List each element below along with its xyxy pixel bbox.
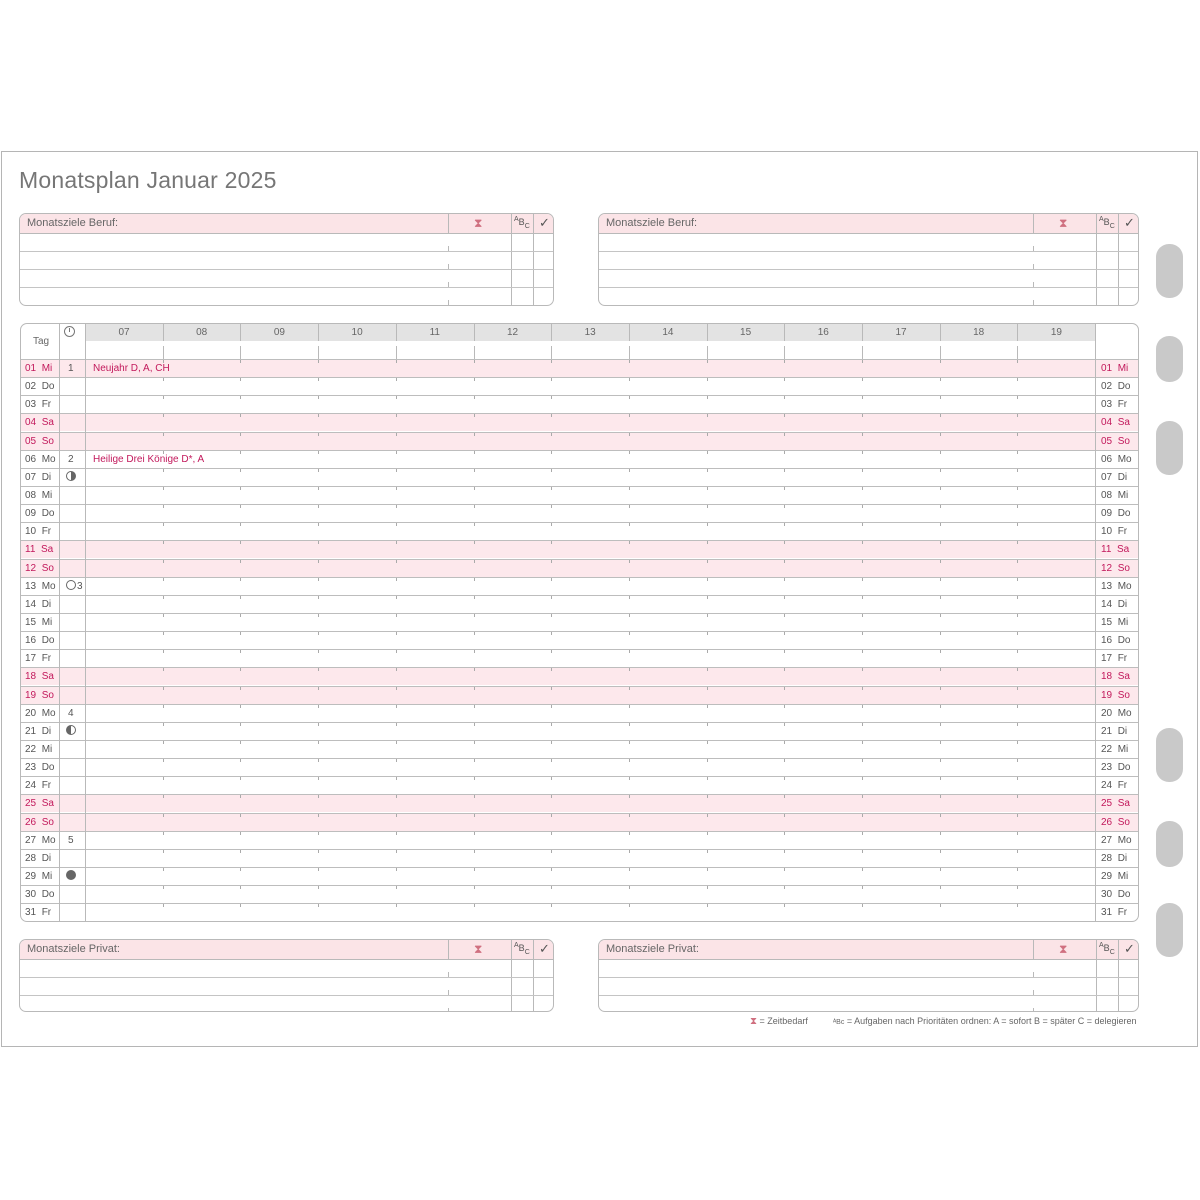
row-divider (21, 867, 1138, 868)
goals-private-right (598, 939, 1139, 1012)
hour-label: 12 (506, 327, 519, 338)
day-label-right: 12 So (1101, 562, 1130, 574)
row-divider (21, 450, 1138, 451)
hour-divider (318, 324, 319, 341)
day-label-left: 21 Di (25, 725, 52, 737)
day-row[interactable] (21, 450, 1138, 468)
row-divider (21, 359, 1138, 360)
row-divider (21, 595, 1138, 596)
day-label-right: 17 Fr (1101, 653, 1128, 665)
day-row[interactable] (21, 649, 1138, 667)
day-label-right: 30 Do (1101, 889, 1131, 901)
register-tab (1156, 821, 1183, 867)
register-tab (1156, 728, 1183, 782)
column-divider (448, 246, 449, 251)
goal-header (20, 214, 553, 234)
day-label-right: 13 Mo (1101, 580, 1132, 592)
column-divider (1096, 940, 1097, 1011)
row-divider (21, 468, 1138, 469)
hour-label: 19 (1050, 327, 1062, 338)
day-label-left: 14 Di (25, 598, 52, 610)
day-label-right: 01 Mi (1101, 363, 1129, 374)
row-divider (21, 577, 1138, 578)
hour-divider (240, 346, 241, 359)
goal-header (20, 940, 553, 960)
goal-label: Monatsziele Beruf: (27, 217, 119, 229)
day-row[interactable] (21, 377, 1138, 395)
hour-label: 10 (351, 327, 363, 338)
register-tab (1156, 903, 1183, 957)
column-divider (1118, 940, 1119, 1011)
day-label-left: 05 So (25, 435, 54, 447)
hour-divider (862, 324, 863, 341)
hour-divider (940, 324, 941, 341)
day-label-left: 22 Mi (25, 743, 53, 755)
hour-divider (629, 346, 630, 359)
hour-divider (1017, 324, 1018, 341)
row-divider (21, 885, 1138, 886)
hour-divider (784, 324, 785, 341)
day-label-left: 16 Do (25, 635, 55, 647)
day-label-left: 27 Mo (25, 834, 56, 846)
goal-line[interactable] (20, 269, 553, 270)
day-label-right: 03 Fr (1101, 399, 1128, 411)
holiday-label: Neujahr D, A, CH (93, 363, 170, 374)
hourglass-icon: ⧗ (1059, 942, 1068, 956)
row-divider (21, 758, 1138, 759)
day-row[interactable] (21, 613, 1138, 631)
day-row[interactable] (21, 595, 1138, 613)
planner-page (1, 151, 1198, 1047)
row-divider (21, 831, 1138, 832)
day-row[interactable] (21, 559, 1138, 577)
day-label-left: 04 Sa (25, 417, 54, 429)
column-divider (1033, 1008, 1034, 1012)
hour-label: 17 (895, 327, 907, 338)
hour-divider (940, 346, 941, 359)
hour-divider (1017, 346, 1018, 359)
hour-divider (163, 324, 164, 341)
register-tab (1156, 244, 1183, 298)
goal-header (599, 214, 1138, 234)
day-label-left: 01 Mi (25, 363, 53, 374)
page-title: Monatsplan Januar 2025 (19, 167, 277, 193)
day-label-right: 16 Do (1101, 635, 1131, 647)
row-divider (21, 540, 1138, 541)
column-divider (448, 1008, 449, 1012)
day-row[interactable] (21, 540, 1138, 558)
day-label-right: 25 Sa (1101, 798, 1130, 810)
day-label-left: 11 Sa (25, 544, 54, 556)
day-row[interactable] (21, 794, 1138, 812)
day-label-left: 02 Do (25, 381, 55, 393)
day-row[interactable] (21, 432, 1138, 450)
day-row[interactable] (21, 667, 1138, 685)
day-row[interactable] (21, 867, 1138, 885)
hour-label: 11 (429, 327, 440, 338)
day-label-right: 15 Mi (1101, 616, 1129, 628)
column-divider (448, 214, 449, 234)
month-grid (20, 323, 1139, 922)
day-label-left: 09 Do (25, 508, 55, 520)
moon-phase-new-icon (66, 870, 76, 880)
row-divider (21, 432, 1138, 433)
goal-label: Monatsziele Beruf: (606, 217, 698, 229)
day-label-right: 05 So (1101, 435, 1130, 447)
hour-divider (396, 324, 397, 341)
abc-priority-icon: $^AB_C$ (514, 216, 530, 230)
legend-time: ⧗ = Zeitbedarf (750, 1016, 808, 1027)
row-divider (21, 559, 1138, 560)
day-label-left: 18 Sa (25, 671, 54, 683)
day-label-right: 09 Do (1101, 508, 1131, 520)
goal-line[interactable] (20, 287, 553, 288)
hour-divider (707, 324, 708, 341)
day-label-right: 22 Mi (1101, 743, 1129, 755)
column-divider (1096, 214, 1097, 305)
row-divider (21, 667, 1138, 668)
week-number: 2 (68, 453, 74, 465)
column-divider (1033, 300, 1034, 305)
day-row[interactable] (21, 577, 1138, 595)
goal-line[interactable] (599, 269, 1138, 270)
clock-icon (64, 326, 75, 337)
goal-line[interactable] (599, 995, 1138, 996)
column-divider (448, 300, 449, 305)
check-icon: ✓ (539, 215, 550, 230)
day-label-right: 20 Mo (1101, 707, 1132, 719)
day-label-left: 30 Do (25, 889, 55, 901)
day-row[interactable] (21, 468, 1138, 486)
hour-divider (474, 324, 475, 341)
day-label-left: 10 Fr (25, 526, 52, 538)
goals-private-left (19, 939, 554, 1012)
column-divider (1033, 990, 1034, 995)
day-row[interactable] (21, 831, 1138, 849)
hour-divider (551, 324, 552, 341)
day-label-right: 06 Mo (1101, 453, 1132, 465)
row-divider (21, 649, 1138, 650)
day-label-right: 28 Di (1101, 852, 1128, 864)
goals-work-right (598, 213, 1139, 306)
day-label-right: 14 Di (1101, 598, 1128, 610)
day-label-right: 27 Mo (1101, 834, 1132, 846)
hour-divider (707, 346, 708, 359)
column-divider (448, 990, 449, 995)
row-divider (21, 704, 1138, 705)
holiday-label: Heilige Drei Könige D*, A (93, 453, 205, 465)
hour-label: 09 (273, 327, 285, 338)
day-label-right: 10 Fr (1101, 526, 1128, 538)
day-row[interactable] (21, 686, 1138, 704)
day-label-left: 15 Mi (25, 616, 53, 628)
day-label-left: 29 Mi (25, 870, 53, 882)
day-label-left: 19 So (25, 689, 54, 701)
day-label-left: 26 So (25, 816, 54, 828)
column-divider (448, 940, 449, 960)
row-divider (21, 631, 1138, 632)
column-divider (533, 940, 534, 1011)
hour-divider (240, 324, 241, 341)
hour-divider (396, 346, 397, 359)
column-divider (1033, 282, 1034, 287)
column-divider (448, 972, 449, 977)
row-divider (21, 613, 1138, 614)
day-label-left: 23 Do (25, 762, 55, 774)
day-label-right: 04 Sa (1101, 417, 1130, 429)
day-label-left: 17 Fr (25, 653, 52, 665)
goal-label: Monatsziele Privat: (606, 943, 699, 955)
hour-divider (474, 346, 475, 359)
day-row[interactable] (21, 903, 1138, 921)
column-divider (59, 324, 60, 921)
week-number: 4 (68, 707, 74, 719)
goal-label: Monatsziele Privat: (27, 943, 120, 955)
day-row[interactable] (21, 395, 1138, 413)
row-divider (21, 776, 1138, 777)
hour-divider (318, 346, 319, 359)
abc-icon: ᴬBc (833, 1019, 845, 1026)
hour-divider (163, 346, 164, 359)
goal-line[interactable] (599, 287, 1138, 288)
legend-priority: ᴬBc = Aufgaben nach Prioritäten ordnen: A = sofort B = später C = delegieren (833, 1016, 1137, 1026)
day-label-right: 23 Do (1101, 762, 1131, 774)
day-row[interactable] (21, 885, 1138, 903)
column-divider (511, 214, 512, 305)
column-divider (85, 324, 86, 921)
hour-label: 07 (118, 327, 130, 338)
hour-label: 08 (196, 327, 208, 338)
column-divider (1033, 246, 1034, 251)
hourglass-icon: ⧗ (1059, 216, 1068, 230)
day-row[interactable] (21, 504, 1138, 522)
check-icon: ✓ (1124, 215, 1135, 230)
column-divider (1033, 214, 1034, 234)
day-label-right: 29 Mi (1101, 870, 1129, 882)
row-divider (21, 794, 1138, 795)
day-label-left: 13 Mo (25, 580, 56, 592)
column-divider (448, 282, 449, 287)
column-divider (1033, 940, 1034, 960)
day-label-left: 24 Fr (25, 780, 52, 792)
hourglass-icon: ⧗ (750, 1016, 758, 1027)
row-divider (21, 522, 1138, 523)
day-row[interactable] (21, 486, 1138, 504)
day-label-left: 20 Mo (25, 707, 56, 719)
row-divider (21, 813, 1138, 814)
moon-phase-first-icon (66, 725, 76, 735)
row-divider (21, 849, 1138, 850)
week-number: 1 (68, 363, 74, 374)
hour-divider (551, 346, 552, 359)
column-divider (533, 214, 534, 305)
day-row[interactable] (21, 722, 1138, 740)
week-number: 5 (68, 834, 74, 846)
hour-label: 13 (584, 327, 596, 338)
day-row[interactable] (21, 849, 1138, 867)
hour-label: 16 (817, 327, 829, 338)
day-row[interactable] (21, 631, 1138, 649)
check-icon: ✓ (1124, 941, 1135, 956)
row-divider (21, 504, 1138, 505)
day-label-right: 18 Sa (1101, 671, 1130, 683)
hour-divider (862, 346, 863, 359)
row-divider (21, 377, 1138, 378)
register-tab (1156, 421, 1183, 475)
day-row[interactable] (21, 413, 1138, 431)
day-row[interactable] (21, 813, 1138, 831)
abc-priority-icon: $^AB_C$ (1099, 942, 1115, 956)
day-label-left: 07 Di (25, 471, 52, 483)
day-label-right: 19 So (1101, 689, 1130, 701)
hourglass-icon: ⧗ (474, 942, 483, 956)
day-row[interactable] (21, 704, 1138, 722)
day-label-left: 03 Fr (25, 399, 52, 411)
hour-divider (629, 324, 630, 341)
column-divider (1033, 264, 1034, 269)
goal-line[interactable] (20, 995, 553, 996)
day-label-right: 07 Di (1101, 471, 1128, 483)
column-divider (448, 264, 449, 269)
day-label-right: 08 Mi (1101, 489, 1129, 501)
hourglass-icon: ⧗ (474, 216, 483, 230)
day-label-right: 21 Di (1101, 725, 1128, 737)
day-label-left: 08 Mi (25, 489, 53, 501)
abc-priority-icon: $^AB_C$ (1099, 216, 1115, 230)
row-divider (21, 395, 1138, 396)
day-label-left: 12 So (25, 562, 54, 574)
abc-priority-icon: $^AB_C$ (514, 942, 530, 956)
day-row[interactable] (21, 359, 1138, 377)
moon-phase-last-icon (66, 471, 76, 481)
row-divider (21, 903, 1138, 904)
goal-line[interactable] (20, 251, 553, 252)
day-label-right: 02 Do (1101, 381, 1131, 393)
column-divider (1033, 972, 1034, 977)
day-label-left: 25 Sa (25, 798, 54, 810)
hour-label: 18 (973, 327, 985, 338)
day-column-header: Tag (33, 336, 50, 347)
goal-line[interactable] (20, 977, 553, 978)
row-divider (21, 722, 1138, 723)
goal-line[interactable] (599, 977, 1138, 978)
day-row[interactable] (21, 740, 1138, 758)
week-number: 3 (77, 580, 83, 592)
goals-work-left (19, 213, 554, 306)
day-row[interactable] (21, 776, 1138, 794)
row-divider (21, 486, 1138, 487)
goal-line[interactable] (599, 251, 1138, 252)
hour-label: 14 (662, 327, 674, 338)
day-label-right: 11 Sa (1101, 544, 1130, 556)
day-label-left: 06 Mo (25, 453, 56, 465)
goal-header (599, 940, 1138, 960)
day-row[interactable] (21, 522, 1138, 540)
row-divider (21, 413, 1138, 414)
hour-divider (784, 346, 785, 359)
row-divider (21, 740, 1138, 741)
day-label-right: 31 Fr (1101, 907, 1128, 919)
column-divider (1095, 324, 1096, 921)
moon-phase-full-icon (66, 580, 76, 590)
day-label-left: 28 Di (25, 852, 52, 864)
day-label-right: 24 Fr (1101, 780, 1128, 792)
day-label-right: 26 So (1101, 816, 1130, 828)
hour-label: 15 (740, 327, 752, 338)
column-divider (511, 940, 512, 1011)
check-icon: ✓ (539, 941, 550, 956)
register-tab (1156, 336, 1183, 382)
column-divider (1118, 214, 1119, 305)
day-label-left: 31 Fr (25, 907, 52, 919)
row-divider (21, 686, 1138, 687)
day-row[interactable] (21, 758, 1138, 776)
